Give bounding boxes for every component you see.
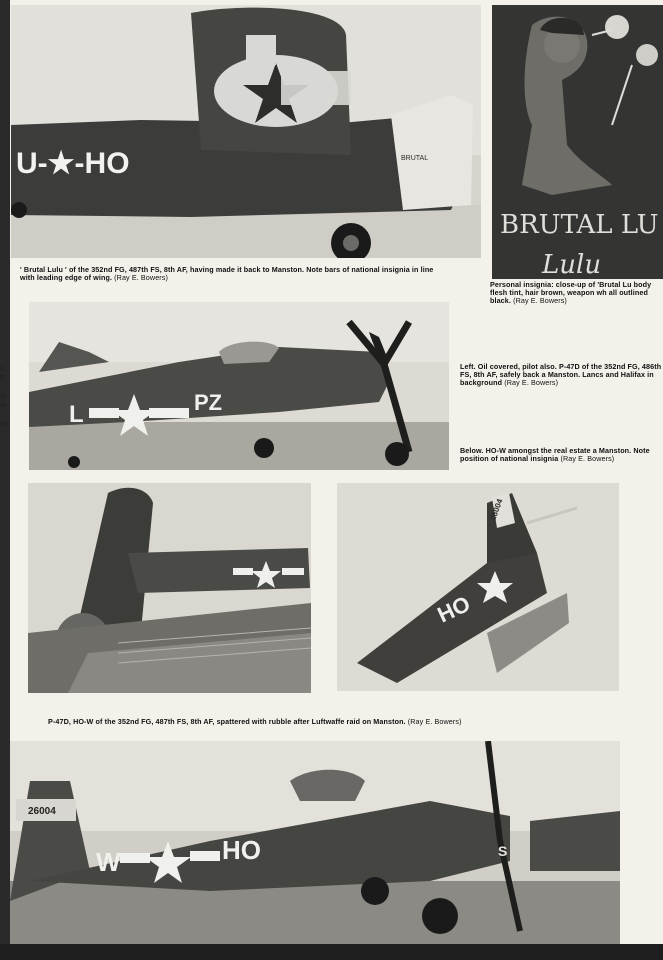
caption-oil-covered-credit: (Ray E. Bowers): [504, 378, 559, 388]
caption-real-estate-text: Below. HO-W amongst the real estate a Manston. Note position of national insignia: [460, 446, 650, 464]
photo-oil-covered: [29, 302, 449, 470]
photo5-code: HO: [433, 590, 475, 628]
caption-real-estate: [460, 447, 663, 463]
edge-fragment-1: n: [0, 366, 5, 373]
caption-brutal-lulu-text: ' Brutal Lulu ' of the 352nd FG, 487th FS, 8th AF, having made it back to Manston. Note bars of national insignia in line with leading edge of wing.: [20, 265, 434, 283]
photo-wreck-left: [28, 483, 311, 693]
edge-fragment-4: ie: [0, 402, 6, 409]
photo6-serial: 26004: [28, 806, 56, 817]
page-bottom-edge: [0, 944, 663, 960]
caption-oil-covered: [460, 363, 663, 388]
photo-nose-art: [492, 5, 663, 279]
page-gutter-shadow: [0, 0, 10, 960]
caption-personal-insignia-text: Personal insignia: close-up of 'Brutal Lu body flesh tint, hair brown, weapon wh all outlined black.: [490, 280, 652, 306]
photo-wreck-right: [337, 483, 619, 691]
caption-personal-insignia-credit: (Ray E. Bowers): [513, 296, 567, 306]
photo1-nose-text: BRUTAL: [401, 155, 429, 162]
caption-oil-covered-text: Left. Oil covered, pilot also. P-47D of the 352nd FG, 486th FS, 8th AF, safely back a Manston. Lancs and Halifax in background: [460, 362, 662, 388]
photo5-serial: 28004: [488, 497, 505, 522]
caption-rubble-text: P-47D, HO-W of the 352nd FG, 487th FS, 8th AF, spattered with rubble after Luftwaffe raid on Manston.: [48, 717, 406, 726]
photo6-code-right: HO: [222, 835, 261, 865]
edge-fragment-3: re: [0, 393, 7, 400]
photo3-code-left: L: [69, 401, 84, 428]
photo6-code-left: W: [96, 847, 121, 877]
nose-art-script: Lulu: [542, 250, 602, 279]
photo6-bg-code: S: [498, 843, 508, 859]
caption-personal-insignia: [490, 281, 663, 306]
caption-real-estate-credit: (Ray E. Bowers): [560, 454, 615, 464]
caption-brutal-lulu: [20, 266, 440, 282]
caption-brutal-lulu-credit: (Ray E. Bowers): [114, 273, 168, 283]
edge-fragment-2: F.: [0, 375, 6, 382]
edge-fragment-5: rs): [0, 421, 9, 428]
caption-rubble-credit: (Ray E. Bowers): [407, 717, 462, 726]
photo3-code-right: PZ: [194, 390, 223, 415]
photo-brutal-lulu: [11, 5, 481, 258]
photo1-code-text: U-★-HO: [16, 147, 130, 180]
caption-rubble: [48, 718, 648, 726]
photo-ho-w-parked: [10, 741, 620, 944]
nose-art-title: BRUTAL LU: [500, 210, 659, 240]
